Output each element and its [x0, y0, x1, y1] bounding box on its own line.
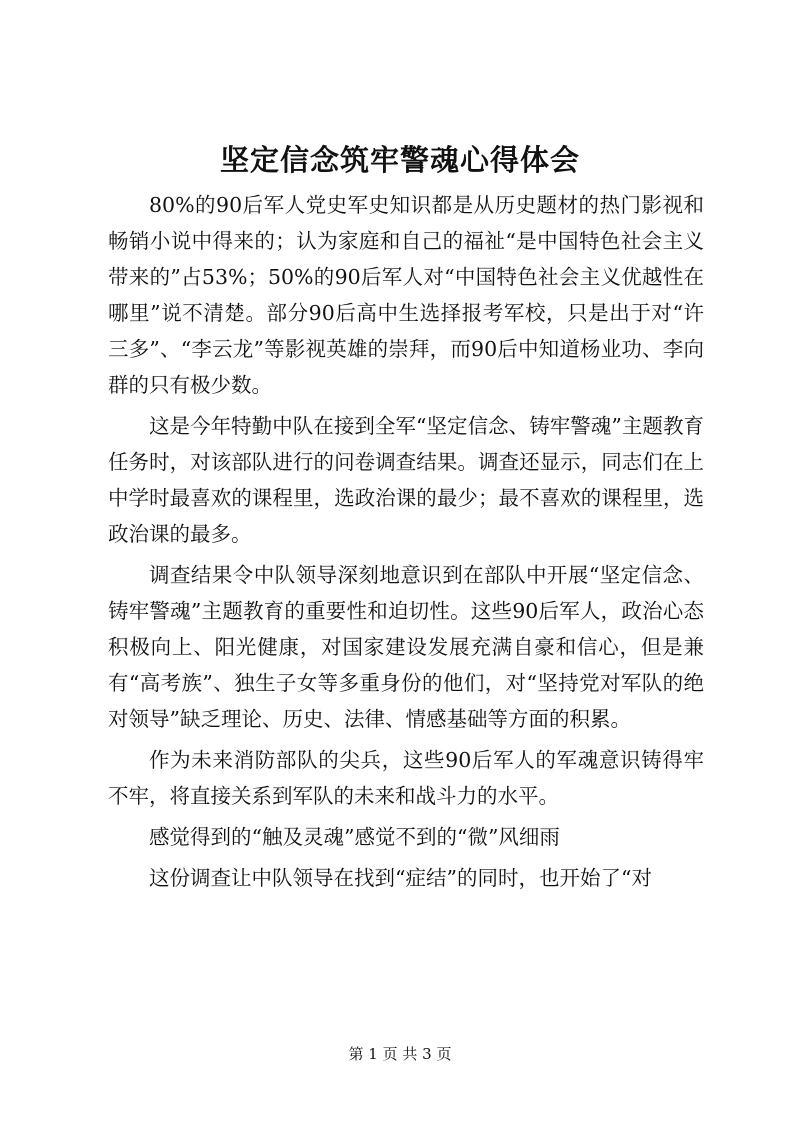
paragraph: 这是今年特勤中队在接到全军“坚定信念、铸牢警魂”主题教育任务时，对该部队进行的问卷调查结果。调查还显示，同志们在上中学时最喜欢的课程里，选政治课的最少；最不喜欢的课程里，选政治课的最多。 [108, 414, 704, 546]
section-heading: 感觉得到的“触及灵魂”感觉不到的“微”风细雨 [149, 825, 560, 849]
paragraph: 作为未来消防部队的尖兵，这些90后军人的军魂意识铸得牢不牢，将直接关系到军队的未来和战斗力的水平。 [108, 748, 704, 808]
paragraph: 80%的90后军人党史军史知识都是从历史题材的热门影视和畅销小说中得来的；认为家庭和自己的福祉“是中国特色社会主义带来的”占53%；50%的90后军人对“中国特色社会主义优越性在哪里”说不清楚。部分90后高中生选择报考军校，只是出于对“许三多”、“李云龙”等影视英雄的崇拜，而90后中知道杨业功、李向群的只有极少数。 [108, 193, 704, 397]
document-title: 坚定信念筑牢警魂心得体会 [219, 143, 580, 177]
page-number-footer: 第 1 页 共 3 页 [348, 1045, 452, 1063]
paragraph: 这份调查让中队领导在找到“症结”的同时，也开始了“对 [149, 866, 652, 890]
paragraph: 调查结果令中队领导深刻地意识到在部队中开展“坚定信念、铸牢警魂”主题教育的重要性和迫切性。这些90后军人，政治心态积极向上、阳光健康，对国家建设发展充满自豪和信心，但是兼有“高考族”、独生子女等多重身份的他们，对“坚持党对军队的绝对领导”缺乏理论、历史、法律、情感基础等方面的积累。 [108, 563, 704, 731]
document-body [108, 187, 704, 901]
